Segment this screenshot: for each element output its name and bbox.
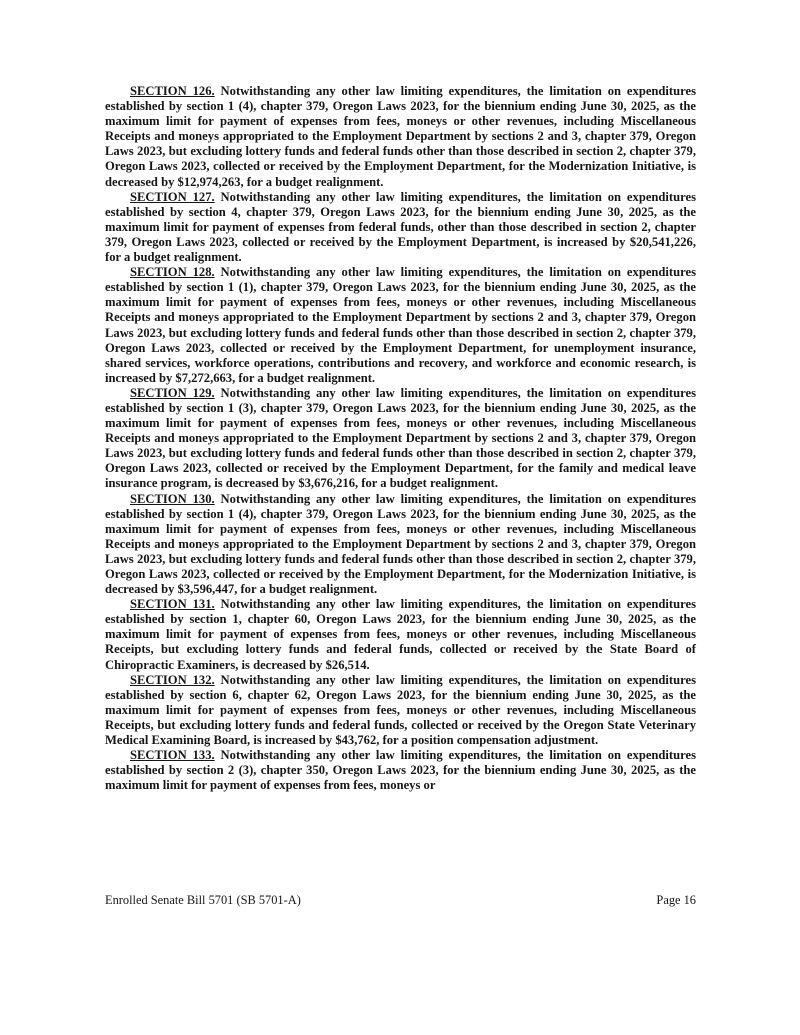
section-paragraph	[105, 748, 696, 793]
section-text: Notwithstanding any other law limiting expenditures, the limitation on expenditures established by section 4, chapter 379, Oregon Laws 2023, for the biennium ending June 30, 2025, as the maximum limit for payment of expenses from federal funds, other than those described in section 2, chapter 379, Oregon Laws 2023, collected or received by the Employment Department, is increased by $20,541,226, for a budget realignment.	[105, 189, 696, 265]
bill-text-body	[105, 84, 696, 793]
section-text: Notwithstanding any other law limiting expenditures, the limitation on expenditures established by section 2 (3), chapter 350, Oregon Laws 2023, for the biennium ending June 30, 2025, as the maximum limit for payment of expenses from fees, moneys or	[105, 748, 696, 793]
section-label: SECTION 133.	[130, 748, 215, 763]
section-text: Notwithstanding any other law limiting expenditures, the limitation on expenditures established by section 1, chapter 60, Oregon Laws 2023, for the biennium ending June 30, 2025, as the maximum limit for payment of expenses from fees, moneys or other revenues, including Miscellaneous Receipts, but excluding lottery funds and federal funds, collected or received by the State Board of Chiropractic Examiners, is decreased by $26,514.	[105, 597, 696, 672]
section-label: SECTION 129.	[130, 385, 215, 400]
section-paragraph	[105, 673, 696, 748]
section-label: SECTION 128.	[130, 265, 215, 280]
footer-page-number: Page 16	[656, 893, 696, 907]
section-paragraph	[105, 190, 696, 265]
section-text: Notwithstanding any other law limiting expenditures, the limitation on expenditures established by section 1 (1), chapter 379, Oregon Laws 2023, for the biennium ending June 30, 2025, as the maximum limit for payment of expenses from fees, moneys or other revenues, including Miscellaneous Receipts and moneys appropriated to the Employment Department by sections 2 and 3, chapter 379, Oregon Laws 2023, but excluding lottery funds and federal funds other than those described in section 2, chapter 379, Oregon Laws 2023, collected or received by the Employment Department, for unemployment insurance, shared services, workforce operations, contributions and recovery, and workforce and economic research, is increased by $7,272,663, for a budget realignment.	[105, 265, 696, 385]
section-text: Notwithstanding any other law limiting expenditures, the limitation on expenditures established by section 1 (4), chapter 379, Oregon Laws 2023, for the biennium ending June 30, 2025, as the maximum limit for payment of expenses from fees, moneys or other revenues, including Miscellaneous Receipts and moneys appropriated to the Employment Department by sections 2 and 3, chapter 379, Oregon Laws 2023, but excluding lottery funds and federal funds other than those described in section 2, chapter 379, Oregon Laws 2023, collected or received by the Employment Department, for the Modernization Initiative, is decreased by $12,974,263, for a budget realignment.	[105, 84, 696, 189]
page-footer	[105, 893, 696, 908]
section-label: SECTION 131.	[130, 597, 215, 612]
section-paragraph	[105, 84, 696, 190]
section-text: Notwithstanding any other law limiting expenditures, the limitation on expenditures established by section 1 (4), chapter 379, Oregon Laws 2023, for the biennium ending June 30, 2025, as the maximum limit for payment of expenses from fees, moneys or other revenues, including Miscellaneous Receipts and moneys appropriated to the Employment Department by sections 2 and 3, chapter 379, Oregon Laws 2023, but excluding lottery funds and federal funds other than those described in section 2, chapter 379, Oregon Laws 2023, collected or received by the Employment Department, for the Modernization Initiative, is decreased by $3,596,447, for a budget realignment.	[105, 491, 696, 597]
section-paragraph	[105, 386, 696, 492]
section-paragraph	[105, 597, 696, 672]
section-label: SECTION 127.	[130, 189, 215, 204]
section-text: Notwithstanding any other law limiting expenditures, the limitation on expenditures established by section 1 (3), chapter 379, Oregon Laws 2023, for the biennium ending June 30, 2025, as the maximum limit for payment of expenses from fees, moneys or other revenues, including Miscellaneous Receipts and moneys appropriated to the Employment Department by sections 2 and 3, chapter 379, Oregon Laws 2023, but excluding lottery funds and federal funds other than those described in section 2, chapter 379, Oregon Laws 2023, collected or received by the Employment Department, for the family and medical leave insurance program, is decreased by $3,676,216, for a budget realignment.	[105, 385, 696, 491]
section-label: SECTION 130.	[130, 491, 215, 506]
footer-bill-title: Enrolled Senate Bill 5701 (SB 5701-A)	[105, 893, 301, 907]
section-paragraph	[105, 265, 696, 386]
section-paragraph	[105, 492, 696, 598]
section-text: Notwithstanding any other law limiting expenditures, the limitation on expenditures established by section 6, chapter 62, Oregon Laws 2023, for the biennium ending June 30, 2025, as the maximum limit for payment of expenses from fees, moneys or other revenues, including Miscellaneous Receipts, but excluding lottery funds and federal funds, collected or received by the Oregon State Veterinary Medical Examining Board, is increased by $43,762, for a position compensation adjustment.	[105, 672, 696, 748]
section-label: SECTION 132.	[130, 672, 215, 687]
section-label: SECTION 126.	[130, 84, 215, 98]
